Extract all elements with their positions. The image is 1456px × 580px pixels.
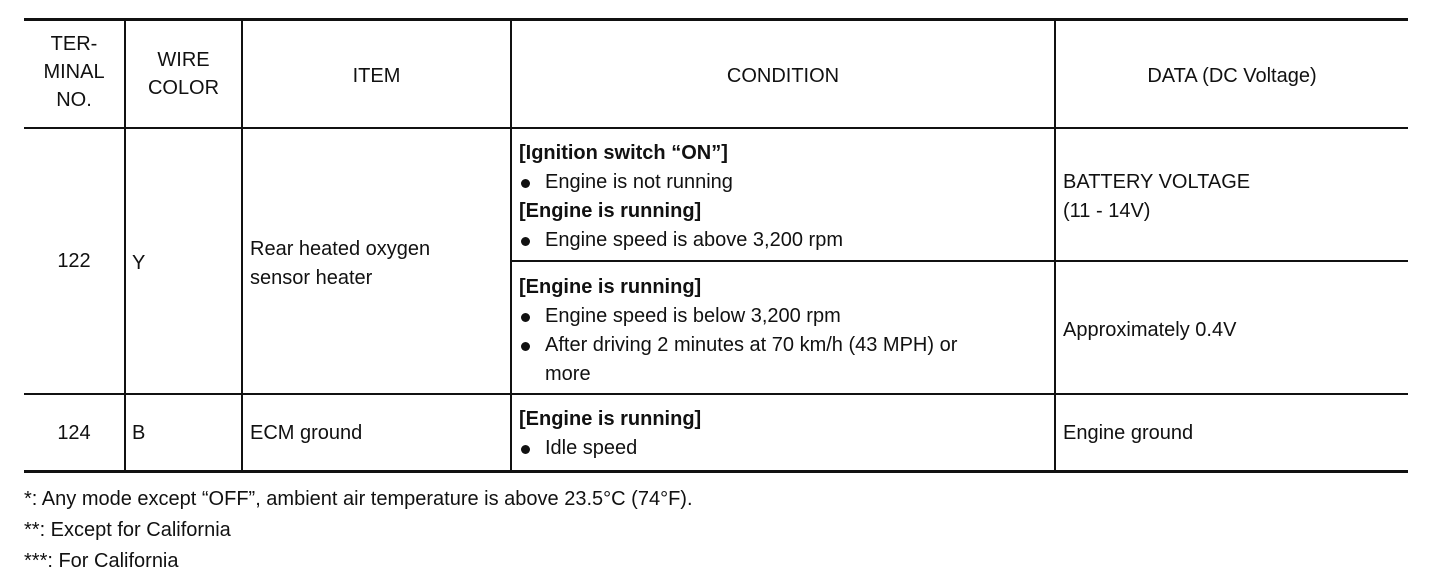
footnote: **: Except for California xyxy=(24,519,231,541)
table-top-rule xyxy=(24,18,1408,21)
data-122-a: BATTERY VOLTAGE (11 - 14V) xyxy=(1063,171,1251,222)
bullet-icon xyxy=(521,445,530,454)
header-bottom-rule xyxy=(24,127,1408,129)
wire-color-b: B xyxy=(132,422,146,444)
wire-color-y: Y xyxy=(132,252,146,274)
header-item: ITEM xyxy=(352,65,401,87)
terminal-122: 122 xyxy=(57,250,91,272)
condition-122-b: [Engine is running] Engine speed is below 3,200 rpm After driving 2 minutes at 70 km/h (43 MPH) or more xyxy=(519,276,958,385)
list-item: Engine is not running xyxy=(519,168,843,197)
list-item: Engine speed is above 3,200 rpm xyxy=(519,226,843,255)
bullet-icon xyxy=(521,342,530,351)
row-divider xyxy=(24,393,1408,395)
header-data: DATA (DC Voltage) xyxy=(1147,65,1317,87)
header-wire-color: WIRE COLOR xyxy=(147,49,220,99)
bullet-icon xyxy=(521,313,530,322)
bullet-icon xyxy=(521,237,530,246)
header-terminal-no: TER- MINAL NO. xyxy=(43,33,105,111)
item-ecm-ground: ECM ground xyxy=(250,422,363,444)
list-item: After driving 2 minutes at 70 km/h (43 MPH) or xyxy=(519,331,957,360)
data-122-b: Approximately 0.4V xyxy=(1063,319,1237,341)
footnotes xyxy=(24,484,693,577)
terminal-table xyxy=(24,18,1408,473)
data-124: Engine ground xyxy=(1063,422,1194,444)
bullet-icon xyxy=(521,179,530,188)
footnote: ***: For California xyxy=(24,550,179,572)
condition-122-a: [Ignition switch “ON”] Engine is not running [Engine is running] Engine speed is above 3,200 rpm xyxy=(519,139,843,255)
row-divider xyxy=(510,260,1408,262)
item-rear-heated-oxygen-sensor-heater: Rear heated oxygen sensor heater xyxy=(250,238,431,289)
terminal-124: 124 xyxy=(57,422,91,444)
condition-124: [Engine is running] Idle speed xyxy=(519,405,701,463)
footnote: *: Any mode except “OFF”, ambient air temperature is above 23.5°C (74°F). xyxy=(24,488,693,510)
list-item: Engine speed is below 3,200 rpm xyxy=(519,302,957,331)
header-condition: CONDITION xyxy=(726,65,840,87)
list-item: Idle speed xyxy=(519,434,701,463)
table-bottom-rule xyxy=(24,470,1408,473)
